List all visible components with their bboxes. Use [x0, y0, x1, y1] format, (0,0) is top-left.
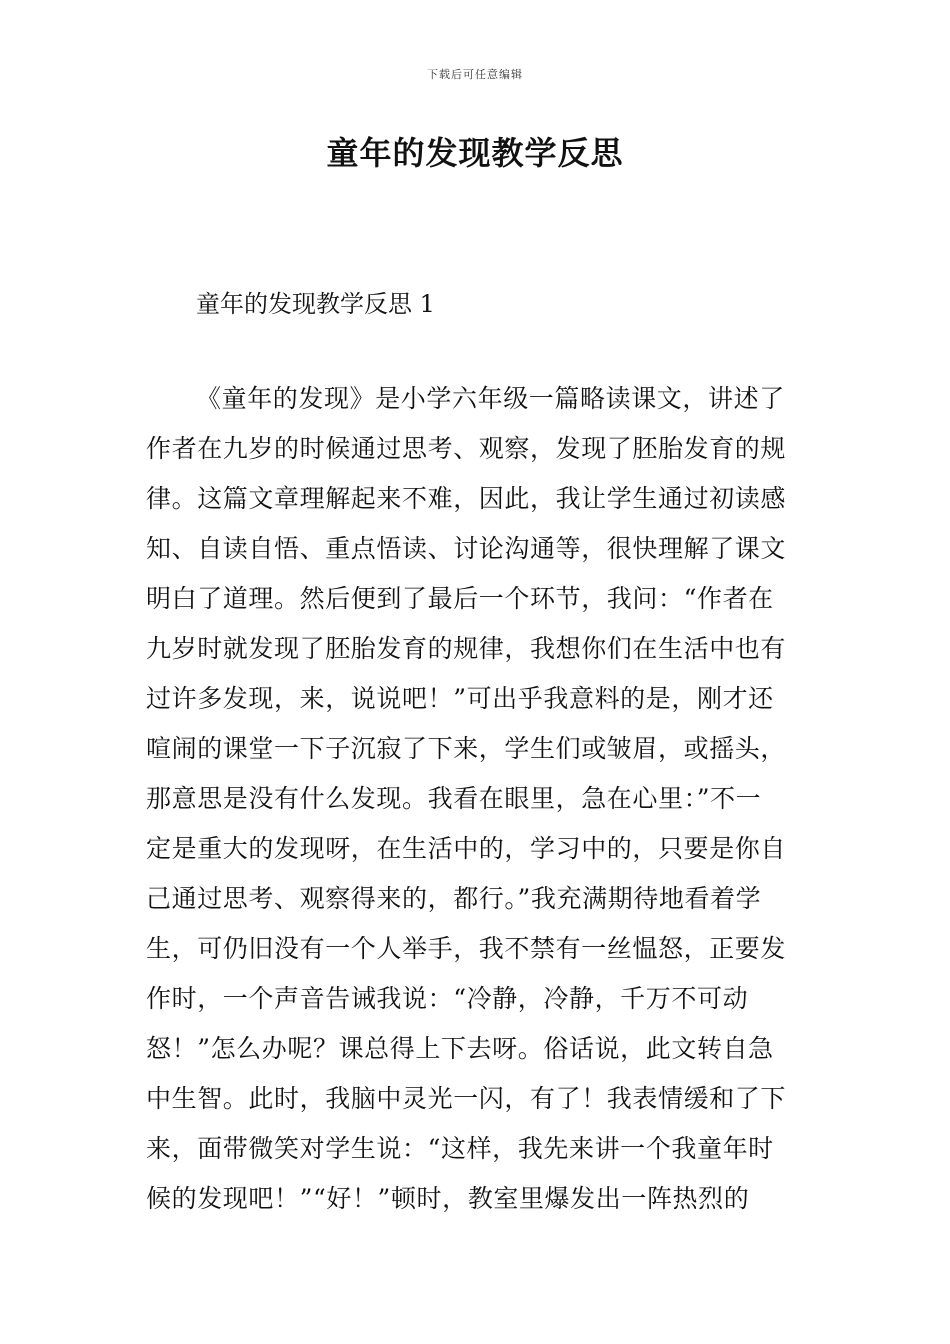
paragraph-line: 怒！”怎么办呢？课总得上下去呀。俗话说，此文转自急 [146, 1034, 774, 1063]
paragraph-line: 九岁时就发现了胚胎发育的规律，我想你们在生活中也有 [146, 634, 787, 663]
paragraph-line: 中生智。此时，我脑中灵光一闪，有了！我表情缓和了下 [146, 1084, 787, 1113]
paragraph-line: 那意思是没有什么发现。我看在眼里，急在心里：”不一 [146, 784, 762, 813]
section-heading: 童年的发现教学反思 1 [196, 290, 435, 318]
paragraph-line: 《童年的发现》是小学六年级一篇略读课文，讲述了 [196, 384, 785, 413]
paragraph-line: 作者在九岁的时候通过思考、观察，发现了胚胎发育的规 [146, 434, 787, 463]
paragraph-line: 来，面带微笑对学生说：“这样，我先来讲一个我童年时 [146, 1134, 774, 1163]
paragraph-line: 定是重大的发现呀，在生活中的，学习中的，只要是你自 [146, 834, 787, 863]
paragraph-line: 律。这篇文章理解起来不难，因此，我让学生通过初读感 [146, 484, 787, 513]
paragraph-line: 作时，一个声音告诫我说：“冷静，冷静，千万不可动 [146, 984, 749, 1013]
header-note: 下载后可任意编辑 [427, 68, 523, 81]
paragraph-line: 知、自读自悟、重点悟读、讨论沟通等，很快理解了课文 [146, 534, 787, 563]
paragraph-line: 生，可仍旧没有一个人举手，我不禁有一丝愠怒，正要发 [146, 934, 787, 963]
paragraph-line: 过许多发现，来，说说吧！”可出乎我意料的是，刚才还 [146, 684, 774, 713]
paragraph-line: 喧闹的课堂一下子沉寂了下来，学生们或皱眉，或摇头， [146, 734, 787, 763]
paragraph-line: 明白了道理。然后便到了最后一个环节，我问：“作者在 [146, 584, 774, 613]
body-paragraph [146, 374, 811, 1224]
paragraph-line: 候的发现吧！”“好！”顿时，教室里爆发出一阵热烈的 [146, 1184, 750, 1213]
document-title: 童年的发现教学反思 [326, 134, 624, 172]
paragraph-line: 己通过思考、观察得来的，都行。”我充满期待地看着学 [146, 884, 762, 913]
